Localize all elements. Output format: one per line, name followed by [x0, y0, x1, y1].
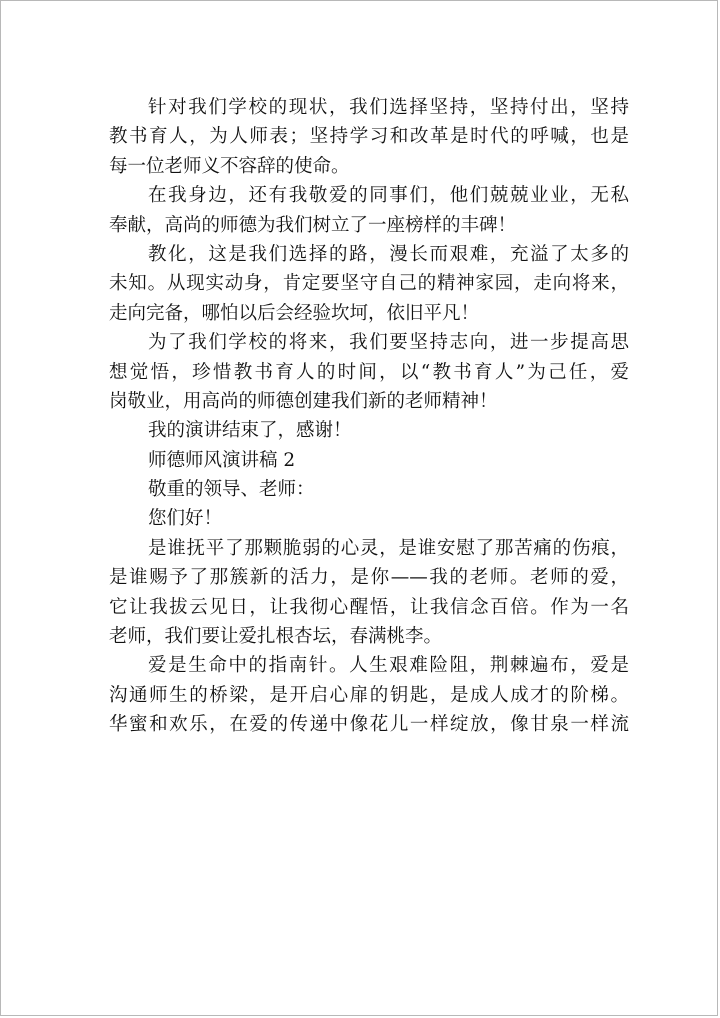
text-line: 未知。从现实动身，肯定要坚守自己的精神家园，走向将来， — [109, 273, 629, 295]
text-line: 是谁抚平了那颗脆弱的心灵，是谁安慰了那苦痛的伤痕， — [148, 537, 629, 559]
text-line: 教书育人，为人师表；坚持学习和改革是时代的呼喊，也是 — [109, 126, 629, 148]
text-line: 华蜜和欢乐，在爱的传递中像花儿一样绽放，像甘泉一样流 — [109, 714, 629, 736]
text-line: 为了我们学校的将来，我们要坚持志向，进一步提高思 — [148, 332, 629, 354]
text-line: 是谁赐予了那簇新的活力，是你——我的老师。老师的爱， — [109, 567, 629, 589]
text-line: 老师，我们要让爱扎根杏坛，春满桃李。 — [109, 626, 443, 648]
text-line: 岗敬业，用高尚的师德创建我们新的老师精神！ — [109, 390, 498, 412]
text-line: 针对我们学校的现状，我们选择坚持，坚持付出，坚持 — [148, 97, 629, 118]
section-heading: 师德师风演讲稿 2 — [148, 449, 296, 471]
text-line: 我的演讲结束了，感谢！ — [148, 420, 352, 442]
text-line: 每一位老师义不容辞的使命。 — [109, 155, 350, 177]
text-line: 教化，这是我们选择的路，漫长而艰难，充溢了太多的 — [148, 243, 629, 265]
greeting: 您们好！ — [148, 508, 223, 530]
text-line: 沟通师生的桥梁，是开启心扉的钥匙，是成人成才的阶梯。 — [109, 684, 629, 706]
text-line: 爱是生命中的指南针。人生艰难险阻，荆棘遍布，爱是 — [148, 655, 629, 677]
document-body — [109, 93, 629, 740]
salutation: 敬重的领导、老师： — [148, 479, 315, 501]
text-line: 想觉悟，珍惜教书育人的时间，以“教书育人”为己任，爱 — [109, 361, 629, 383]
text-line: 它让我拔云见日，让我彻心醒悟，让我信念百倍。作为一名 — [109, 596, 629, 618]
text-line: 在我身边，还有我敬爱的同事们，他们兢兢业业，无私 — [148, 185, 629, 207]
text-line: 走向完备，哪怕以后会经验坎坷，依旧平凡！ — [109, 302, 480, 324]
text-line: 奉献，高尚的师德为我们树立了一座榜样的丰碑！ — [109, 214, 517, 236]
